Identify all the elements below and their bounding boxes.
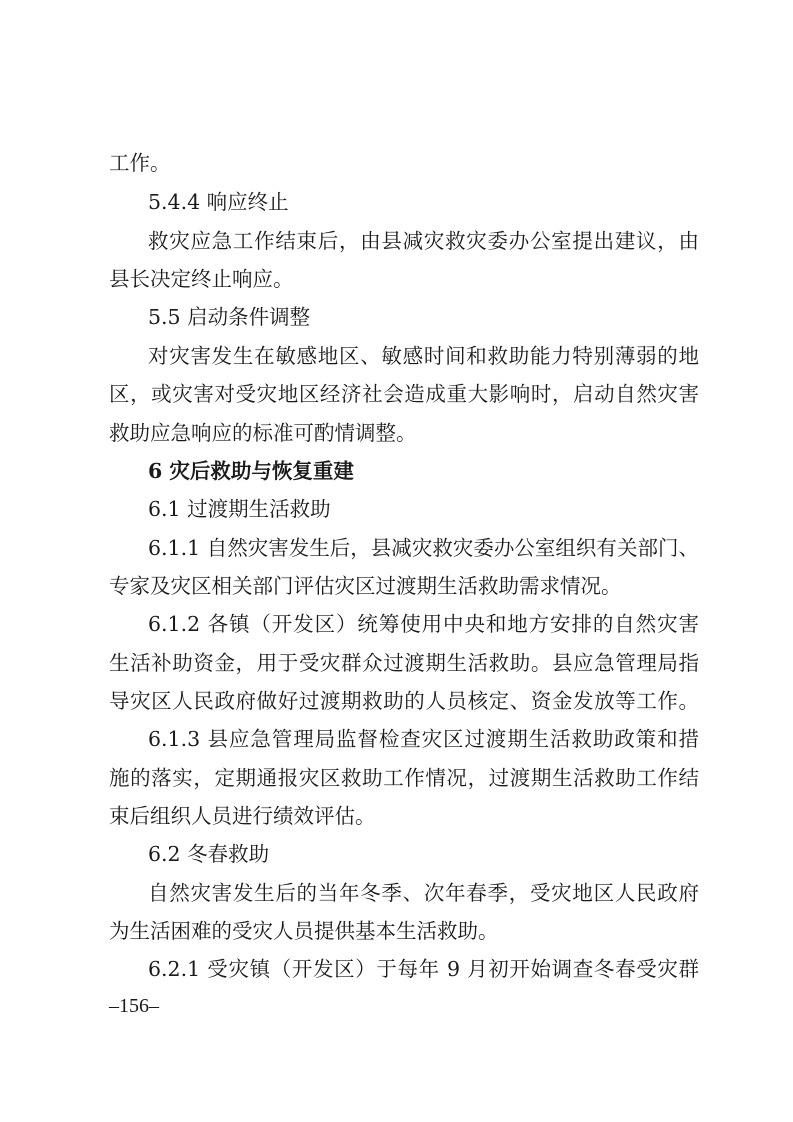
section-heading-5-4-4: 5.4.4 响应终止 <box>148 190 289 214</box>
paragraph-continuation: 工作。 <box>109 151 171 175</box>
section-heading-5-5: 5.5 启动条件调整 <box>148 305 311 329</box>
paragraph-line: 救助应急响应的标准可酌情调整。 <box>109 421 417 445</box>
paragraph-line: 施的落实，定期通报灾区救助工作情况，过渡期生活救助工作结 <box>109 766 699 790</box>
paragraph-line: 导灾区人民政府做好过渡期救助的人员核定、资金发放等工作。 <box>109 689 699 713</box>
paragraph-line: 6.1.1 自然灾害发生后，县减灾救灾委办公室组织有关部门、 <box>148 536 699 560</box>
paragraph-line: 6.1.3 县应急管理局监督检查灾区过渡期生活救助政策和措 <box>148 727 699 751</box>
paragraph-line: 救灾应急工作结束后，由县减灾救灾委办公室提出建议，由 <box>148 229 699 253</box>
paragraph-line: 区，或灾害对受灾地区经济社会造成重大影响时，启动自然灾害 <box>109 382 699 406</box>
paragraph-line: 为生活困难的受灾人员提供基本生活救助。 <box>109 919 499 943</box>
section-heading-6-2: 6.2 冬春救助 <box>148 842 270 866</box>
paragraph-line: 专家及灾区相关部门评估灾区过渡期生活救助需求情况。 <box>109 574 622 598</box>
paragraph-line: 生活补助资金，用于受灾群众过渡期生活救助。县应急管理局指 <box>109 651 699 675</box>
paragraph-line: 束后组织人员进行绩效评估。 <box>109 804 376 828</box>
paragraph-line: 对灾害发生在敏感地区、敏感时间和救助能力特别薄弱的地 <box>148 344 699 368</box>
paragraph-line: 6.2.1 受灾镇（开发区）于每年 9 月初开始调查冬春受灾群 <box>148 957 699 981</box>
paragraph-line: 县长决定终止响应。 <box>109 267 294 291</box>
paragraph-line: 6.1.2 各镇（开发区）统筹使用中央和地方安排的自然灾害 <box>148 612 699 636</box>
paragraph-line: 自然灾害发生后的当年冬季、次年春季，受灾地区人民政府 <box>148 881 699 905</box>
page-number: –156– <box>109 995 159 1017</box>
chapter-heading-6: 6 灾后救助与恢复重建 <box>148 459 354 483</box>
section-heading-6-1: 6.1 过渡期生活救助 <box>148 497 331 521</box>
